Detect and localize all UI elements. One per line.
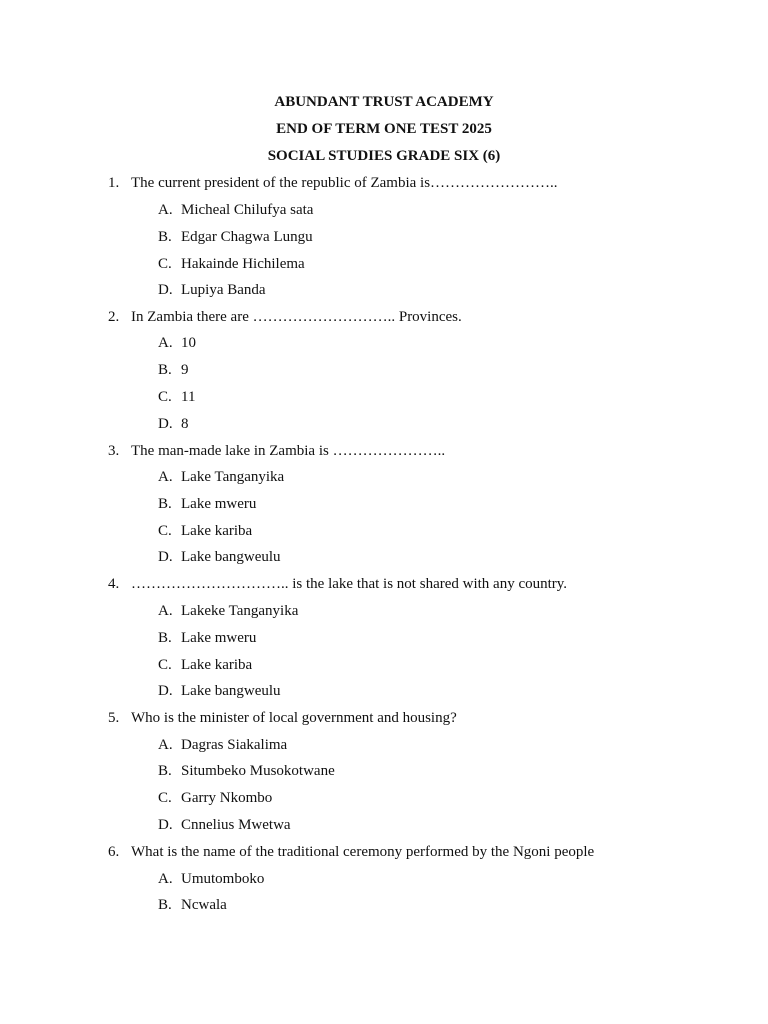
- option-letter: A.: [158, 469, 173, 485]
- option-letter: B.: [158, 763, 172, 779]
- option-letter: D.: [158, 549, 173, 565]
- option-letter: D.: [158, 416, 173, 432]
- option-text: Dagras Siakalima: [181, 737, 288, 753]
- option-text: Lake bangweulu: [181, 683, 281, 699]
- option-text: Lake kariba: [181, 657, 253, 673]
- question-number: 4.: [108, 576, 120, 592]
- option-text: Lake mweru: [181, 496, 257, 512]
- option-letter: C.: [158, 389, 172, 405]
- option-letter: B.: [158, 897, 172, 913]
- option-letter: D.: [158, 282, 173, 298]
- option-text: Lupiya Banda: [181, 282, 266, 298]
- question-text: ………………………….. is the lake that is not shared with any country.: [131, 576, 568, 592]
- option-letter: A.: [158, 871, 173, 887]
- option-letter: C.: [158, 523, 172, 539]
- option-text: Micheal Chilufya sata: [181, 202, 314, 218]
- question-number: 3.: [108, 443, 120, 459]
- option-letter: A.: [158, 335, 173, 351]
- option-letter: B.: [158, 229, 172, 245]
- test-title: END OF TERM ONE TEST 2025: [276, 121, 492, 137]
- option-text: Lake Tanganyika: [181, 469, 285, 485]
- option-text: Lakeke Tanganyika: [181, 603, 299, 619]
- option-text: 9: [181, 362, 189, 378]
- question-text: In Zambia there are ……………………….. Provinces.: [131, 309, 462, 325]
- option-text: Lake bangweulu: [181, 549, 281, 565]
- option-letter: C.: [158, 256, 172, 272]
- option-letter: A.: [158, 737, 173, 753]
- option-text: 10: [181, 335, 196, 351]
- option-letter: C.: [158, 790, 172, 806]
- option-letter: A.: [158, 202, 173, 218]
- option-text: Situmbeko Musokotwane: [181, 763, 335, 779]
- option-text: Ncwala: [181, 897, 227, 913]
- question-text: What is the name of the traditional ceremony performed by the Ngoni people: [131, 844, 595, 860]
- question-text: The man-made lake in Zambia is …………………..: [131, 443, 446, 459]
- school-name: ABUNDANT TRUST ACADEMY: [274, 94, 494, 110]
- option-text: Lake kariba: [181, 523, 253, 539]
- option-letter: B.: [158, 496, 172, 512]
- option-letter: B.: [158, 630, 172, 646]
- question-number: 5.: [108, 710, 120, 726]
- option-text: Umutomboko: [181, 871, 265, 887]
- option-text: Hakainde Hichilema: [181, 256, 305, 272]
- option-text: 8: [181, 416, 189, 432]
- option-letter: C.: [158, 657, 172, 673]
- question-number: 6.: [108, 844, 120, 860]
- option-letter: D.: [158, 817, 173, 833]
- option-letter: B.: [158, 362, 172, 378]
- option-text: 11: [181, 389, 196, 405]
- option-text: Lake mweru: [181, 630, 257, 646]
- question-text: Who is the minister of local government and housing?: [131, 710, 457, 726]
- option-text: Garry Nkombo: [181, 790, 273, 806]
- option-letter: D.: [158, 683, 173, 699]
- question-number: 1.: [108, 175, 120, 191]
- option-letter: A.: [158, 603, 173, 619]
- option-text: Edgar Chagwa Lungu: [181, 229, 313, 245]
- question-number: 2.: [108, 309, 120, 325]
- option-text: Cnnelius Mwetwa: [181, 817, 291, 833]
- question-text: The current president of the republic of Zambia is……………………..: [131, 175, 558, 191]
- subject-title: SOCIAL STUDIES GRADE SIX (6): [267, 148, 501, 164]
